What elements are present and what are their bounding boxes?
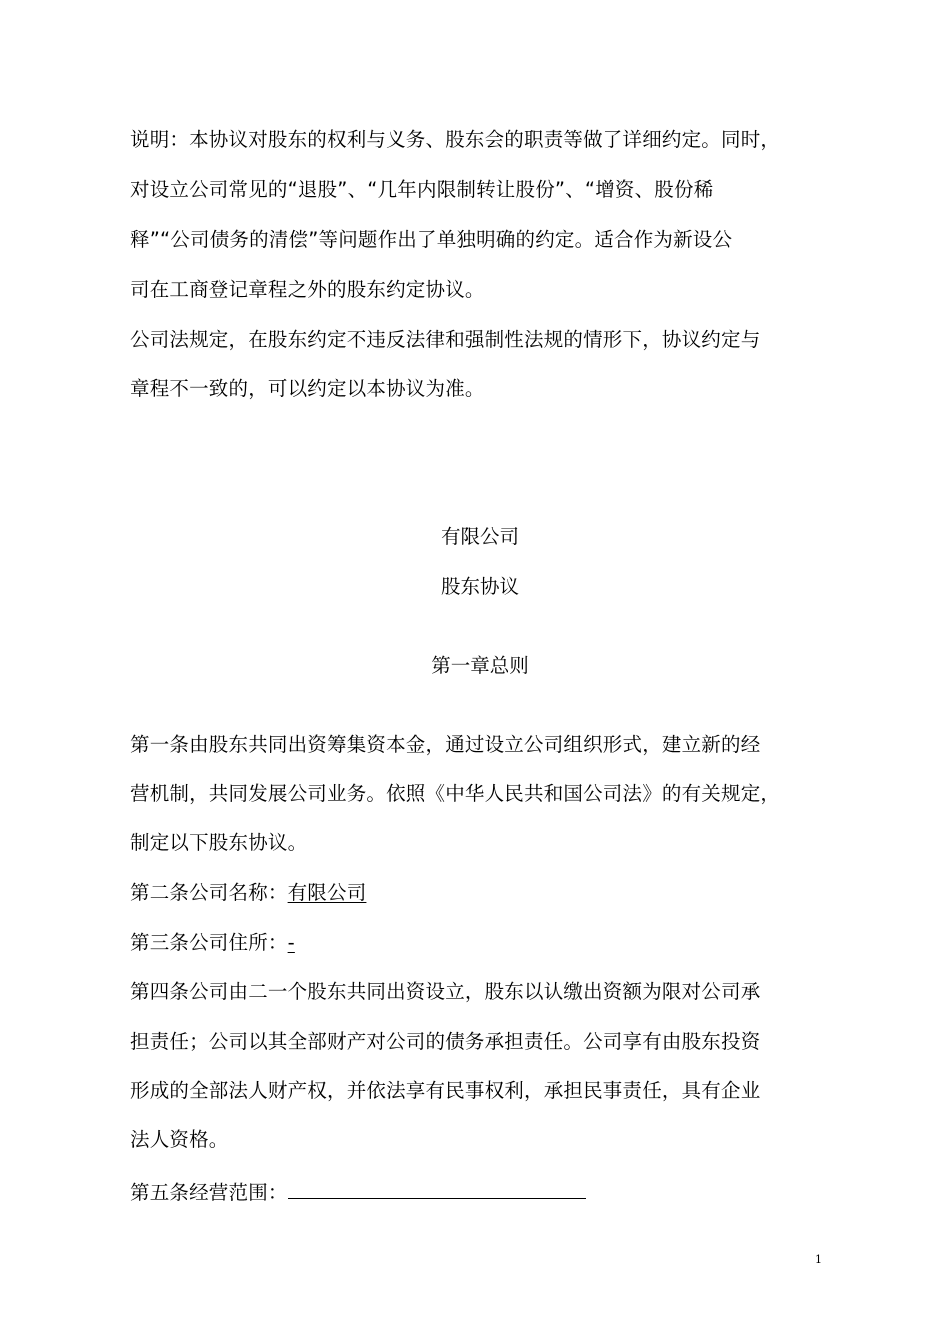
article-5-label: 第五条经营范围：: [130, 1181, 288, 1204]
page-number: 1: [815, 1253, 822, 1266]
company-name-field: 有限公司: [287, 881, 367, 904]
note-line: 释”“公司债务的清偿”等问题作出了单独明确的约定。适合作为新设公: [130, 228, 733, 251]
article-1-line: 营机制，共同发展公司业务。依照《中华人民共和国公司法》的有关规定，: [130, 782, 781, 805]
company-title: 有限公司: [440, 525, 519, 548]
article-3: [130, 931, 295, 955]
article-4-line: 法人资格。: [130, 1128, 229, 1151]
article-3-label: 第三条公司住所：: [130, 931, 288, 954]
note-line: 说明：本协议对股东的权利与义务、股东会的职责等做了详细约定。同时，: [130, 128, 781, 151]
article-4-line: 担责任；公司以其全部财产对公司的债务承担责任。公司享有由股东投资: [130, 1030, 761, 1053]
article-5: [130, 1180, 586, 1205]
article-1-line: 第一条由股东共同出资筹集资本金，通过设立公司组织形式，建立新的经: [130, 733, 761, 756]
article-1-line: 制定以下股东协议。: [130, 831, 308, 854]
note-line: 公司法规定，在股东约定不违反法律和强制性法规的情形下，协议约定与: [130, 328, 761, 351]
note-line: 章程不一致的，可以约定以本协议为准。: [130, 377, 485, 400]
business-scope-blank: [288, 1180, 586, 1199]
article-4-line: 第四条公司由二一个股东共同出资设立，股东以认缴出资额为限对公司承: [130, 980, 761, 1003]
article-2: [130, 881, 366, 905]
article-4-line: 形成的全部法人财产权，并依法享有民事权利，承担民事责任，具有企业: [130, 1079, 761, 1102]
article-2-label: 第二条公司名称：: [130, 881, 288, 904]
company-address-field: -: [287, 931, 295, 954]
note-line: 对设立公司常见的“退股”、“几年内限制转让股份”、“增资、股份稀: [130, 178, 714, 201]
note-line: 司在工商登记章程之外的股东约定协议。: [130, 278, 485, 301]
chapter-heading: 第一章总则: [431, 654, 529, 677]
document-title: 股东协议: [440, 575, 519, 598]
